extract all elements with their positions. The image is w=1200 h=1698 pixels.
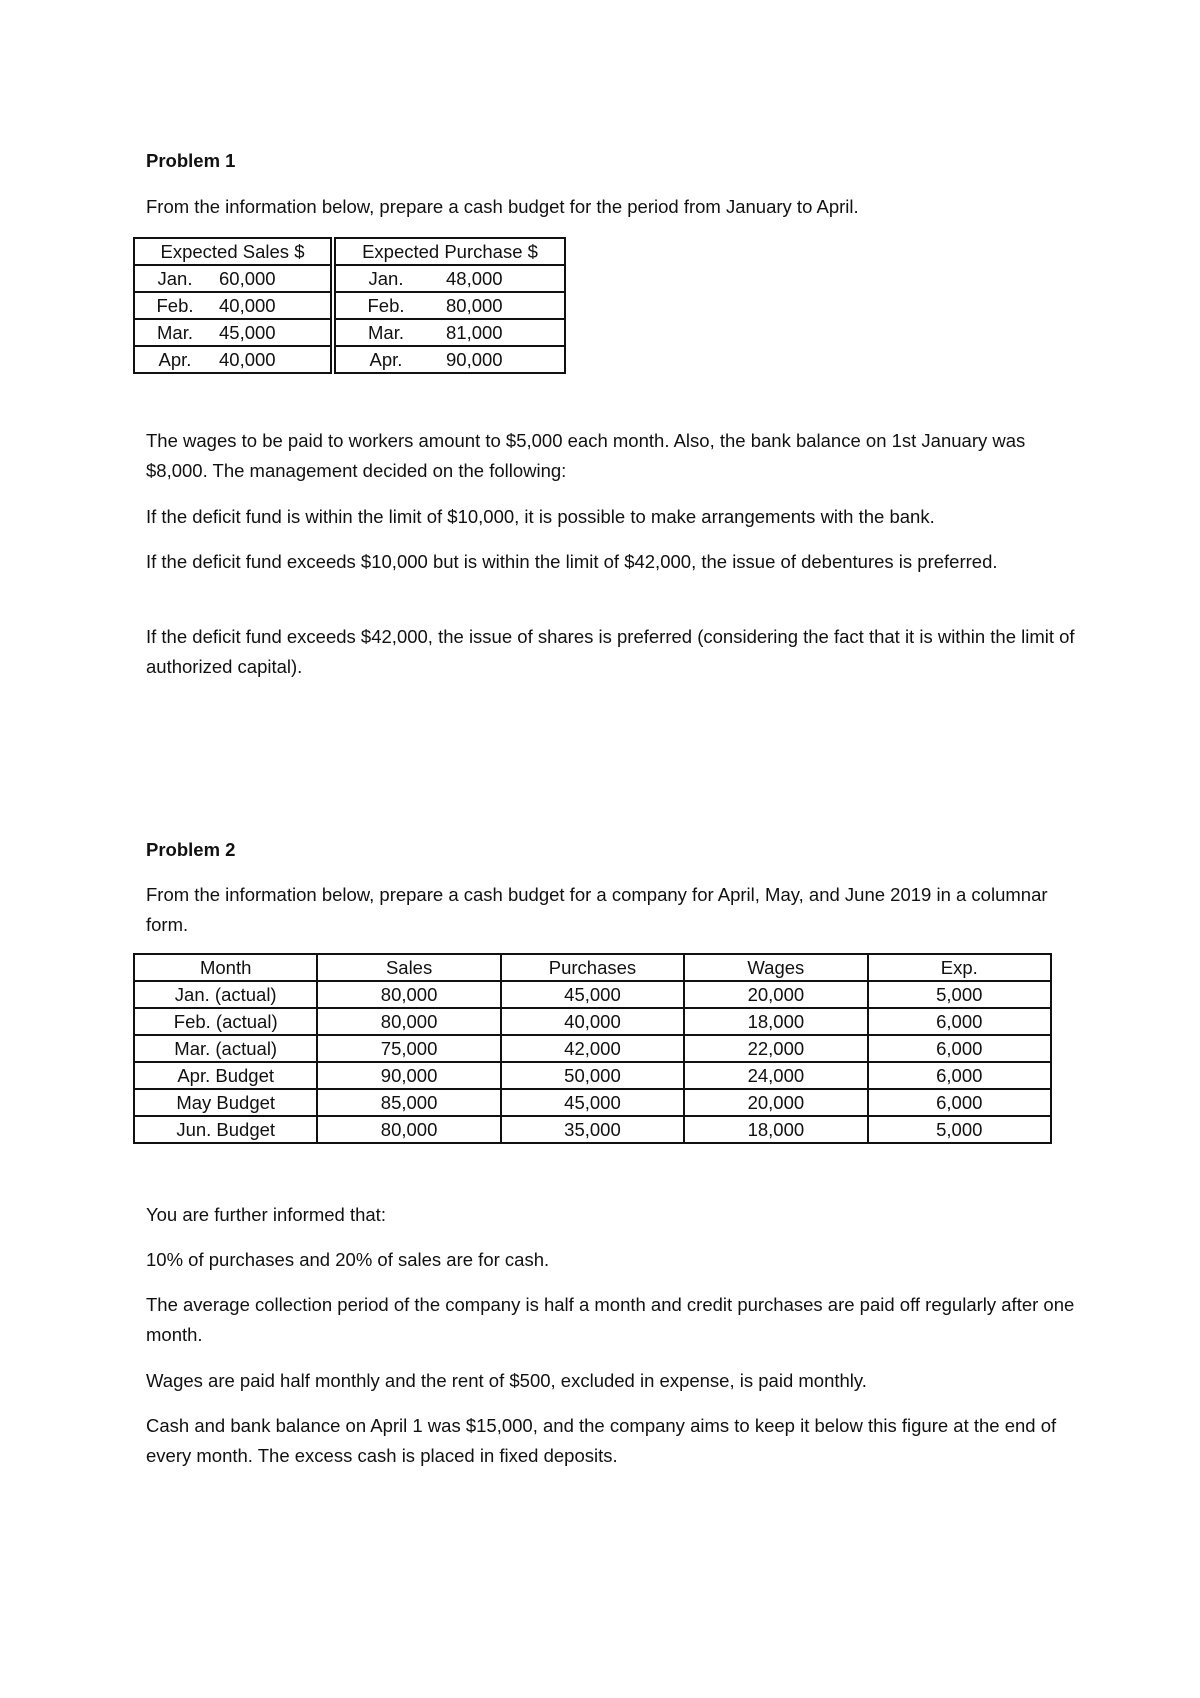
- problem-2-paragraph-further: You are further informed that:: [146, 1204, 386, 1225]
- problem-2-intro: From the information below, prepare a cash budget for a company for April, May, and June 2019 in a columnar form.: [146, 884, 1048, 935]
- sales-month: Jan.: [157, 267, 193, 289]
- cell-month: Apr. Budget: [134, 1062, 317, 1089]
- table-header-row: [134, 238, 565, 265]
- purchase-value: 48,000: [446, 267, 503, 289]
- table-row: [134, 1116, 1051, 1143]
- column-header-month: Month: [134, 954, 317, 981]
- purchase-header: Expected Purchase $: [335, 238, 565, 265]
- cell-month: Jun. Budget: [134, 1116, 317, 1143]
- table-header-row: [134, 954, 1051, 981]
- cell-month: Jan. (actual): [134, 981, 317, 1008]
- table-row: [134, 1035, 1051, 1062]
- column-header-wages: Wages: [684, 954, 867, 981]
- cell-exp: 6,000: [868, 1062, 1051, 1089]
- purchase-value: 80,000: [446, 294, 503, 316]
- cell-purchases: 45,000: [501, 981, 684, 1008]
- sales-value: 60,000: [219, 267, 276, 289]
- cell-wages: 18,000: [684, 1008, 867, 1035]
- problem-1-intro: From the information below, prepare a cash budget for the period from January to April.: [146, 196, 859, 217]
- table-row: [134, 1008, 1051, 1035]
- column-header-purchases: Purchases: [501, 954, 684, 981]
- problem-2-paragraph-cash-percent: 10% of purchases and 20% of sales are for cash.: [146, 1249, 550, 1270]
- expected-sales-purchase-table: [133, 237, 566, 374]
- cell-month: Mar. (actual): [134, 1035, 317, 1062]
- sales-header: Expected Sales $: [134, 238, 331, 265]
- table-row: [134, 1089, 1051, 1116]
- cell-purchases: 35,000: [501, 1116, 684, 1143]
- cell-month: Feb. (actual): [134, 1008, 317, 1035]
- problem-1-heading: Problem 1: [146, 150, 236, 171]
- sales-value: 40,000: [219, 294, 276, 316]
- problem-2-paragraph-collection: The average collection period of the company is half a month and credit purchases are paid off regularly after one month.: [146, 1294, 1075, 1345]
- cell-sales: 85,000: [317, 1089, 500, 1116]
- problem-1-paragraph-shares: If the deficit fund exceeds $42,000, the issue of shares is preferred (considering the fact that it is within the limit of authorized capital).: [146, 626, 1075, 677]
- column-header-exp: Exp.: [868, 954, 1051, 981]
- column-header-sales: Sales: [317, 954, 500, 981]
- cell-purchases: 40,000: [501, 1008, 684, 1035]
- sales-value: 45,000: [219, 321, 276, 343]
- problem-2-heading: Problem 2: [146, 839, 236, 860]
- table-row: [134, 981, 1051, 1008]
- cell-exp: 6,000: [868, 1008, 1051, 1035]
- table-row: [134, 292, 565, 319]
- cell-exp: 6,000: [868, 1089, 1051, 1116]
- sales-month: Feb.: [156, 294, 194, 316]
- cell-sales: 80,000: [317, 1008, 500, 1035]
- cell-exp: 5,000: [868, 981, 1051, 1008]
- cell-sales: 90,000: [317, 1062, 500, 1089]
- sales-value: 40,000: [219, 348, 276, 370]
- sales-month: Apr.: [158, 348, 192, 370]
- purchase-month: Feb.: [367, 294, 405, 316]
- cell-exp: 6,000: [868, 1035, 1051, 1062]
- sales-month: Mar.: [157, 321, 193, 343]
- purchase-value: 90,000: [446, 348, 503, 370]
- cell-month: May Budget: [134, 1089, 317, 1116]
- purchase-value: 81,000: [446, 321, 503, 343]
- cell-purchases: 42,000: [501, 1035, 684, 1062]
- table-row: [134, 346, 565, 373]
- cell-purchases: 45,000: [501, 1089, 684, 1116]
- cell-wages: 18,000: [684, 1116, 867, 1143]
- cell-wages: 24,000: [684, 1062, 867, 1089]
- cell-wages: 20,000: [684, 981, 867, 1008]
- purchase-month: Mar.: [368, 321, 404, 343]
- purchase-month: Jan.: [368, 267, 404, 289]
- cell-sales: 80,000: [317, 1116, 500, 1143]
- problem-2-paragraph-cash-balance: Cash and bank balance on April 1 was $15,000, and the company aims to keep it below this figure at the end of every month. The excess cash is placed in fixed deposits.: [146, 1415, 1057, 1466]
- problem-1-paragraph-debentures: If the deficit fund exceeds $10,000 but is within the limit of $42,000, the issue of debentures is preferred.: [146, 551, 998, 572]
- cell-wages: 20,000: [684, 1089, 867, 1116]
- problem-2-paragraph-wages-rent: Wages are paid half monthly and the rent of $500, excluded in expense, is paid monthly.: [146, 1370, 867, 1391]
- cell-purchases: 50,000: [501, 1062, 684, 1089]
- cell-sales: 80,000: [317, 981, 500, 1008]
- cell-wages: 22,000: [684, 1035, 867, 1062]
- problem-1-paragraph-bank: If the deficit fund is within the limit of $10,000, it is possible to make arrangements with the bank.: [146, 506, 935, 527]
- cell-exp: 5,000: [868, 1116, 1051, 1143]
- table-row: [134, 319, 565, 346]
- cell-sales: 75,000: [317, 1035, 500, 1062]
- purchase-month: Apr.: [369, 348, 403, 370]
- cash-budget-data-table: [133, 953, 1052, 1144]
- problem-1-paragraph-wages: The wages to be paid to workers amount to $5,000 each month. Also, the bank balance on 1st January was $8,000. The management decided on the following:: [146, 430, 1026, 481]
- table-row: [134, 1062, 1051, 1089]
- table-row: [134, 265, 565, 292]
